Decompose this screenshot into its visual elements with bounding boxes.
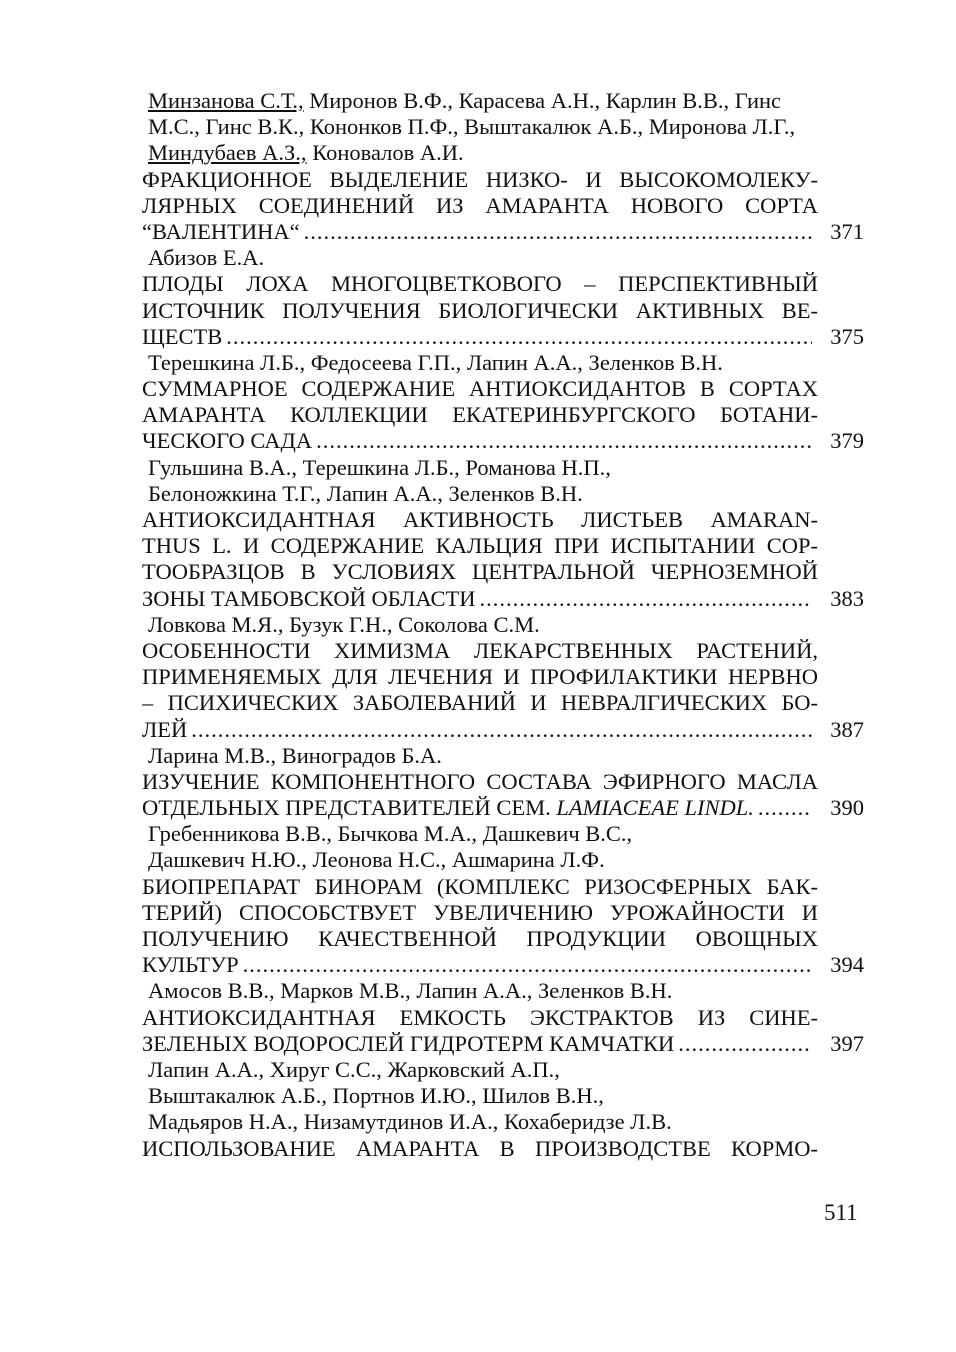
author-text: Выштакалюк А.Б., Портнов И.Ю., Шилов В.Н., xyxy=(148,1083,604,1109)
entry-authors xyxy=(142,1109,882,1135)
author-text: Терешкина Л.Б., Федосеева Г.П., Лапин А.А., Зеленков В.Н. xyxy=(148,349,723,375)
entry-title-line: СУММАРНОЕ СОДЕРЖАНИЕ АНТИОКСИДАНТОВ В СОРТАХ xyxy=(142,376,818,402)
entry-authors xyxy=(142,978,882,1004)
entry-title-last-line xyxy=(142,795,882,821)
entry-title-line: АНТИОКСИДАНТНАЯ АКТИВНОСТЬ ЛИСТЬЕВ AMARAN- xyxy=(142,507,818,532)
entry-title-end: “ВАЛЕНТИНА“ xyxy=(142,218,300,244)
entry-title-line: ОСОБЕННОСТИ ХИМИЗМА ЛЕКАРСТВЕННЫХ РАСТЕНИЙ, xyxy=(142,637,818,663)
entry-title-line: ТЕРИЙ) СПОСОБСТВУЕТ УВЕЛИЧЕНИЮ УРОЖАЙНОСТИ И xyxy=(142,899,818,925)
title-and-leader xyxy=(142,428,818,454)
author-text: Миндубаев А.З., xyxy=(148,140,307,166)
author-text: Минзанова С.Т., xyxy=(148,88,304,113)
author-text: Коновалов А.И. xyxy=(306,140,464,166)
author-text: Гребенникова В.В., Бычкова М.А., Дашкевич В.С., xyxy=(148,821,633,847)
author-text: М.С., Гинс В.К., Кононков П.Ф., Выштакалюк А.Б., Миронова Л.Г., xyxy=(148,114,796,140)
author-text: Миронов В.Ф., Карасева А.Н., Карлин В.В., Гинс xyxy=(303,88,782,113)
entry-title-end: ОТДЕЛЬНЫХ ПРЕДСТАВИТЕЛЕЙ СЕМ. LAMIACEAE LINDL. xyxy=(142,795,754,821)
entry-title-line: ТООБРАЗЦОВ В УСЛОВИЯХ ЦЕНТРАЛЬНОЙ ЧЕРНОЗЕМНОЙ xyxy=(142,559,818,585)
entry-title-last-line xyxy=(142,219,882,245)
dot-leader xyxy=(758,795,812,821)
dot-leader xyxy=(316,428,812,454)
entry-title-line: ИЗУЧЕНИЕ КОМПОНЕНТНОГО СОСТАВА ЭФИРНОГО МАСЛА xyxy=(142,768,818,794)
entry-authors xyxy=(142,821,882,847)
dot-leader xyxy=(480,586,813,612)
entry-page-number: 375 xyxy=(830,323,864,349)
entry-title-end: ЗОНЫ ТАМБОВСКОЙ ОБЛАСТИ xyxy=(142,585,476,611)
entry-title-line: БИОПРЕПАРАТ БИНОРАМ (КОМПЛЕКС РИЗОСФЕРНЫХ БАК- xyxy=(142,873,818,899)
dot-leader xyxy=(191,717,812,743)
author-text: Белоножкина Т.Г., Лапин А.А., Зеленков В.Н. xyxy=(148,480,583,506)
entry-title-last-line xyxy=(142,1031,882,1057)
entry-authors xyxy=(142,350,882,376)
author-text: Гульшина В.А., Терешкина Л.Б., Романова Н.П., xyxy=(148,454,611,480)
entry-title-line: ПОЛУЧЕНИЮ КАЧЕСТВЕННОЙ ПРОДУКЦИИ ОВОЩНЫХ xyxy=(142,926,818,951)
entry-title-last-line xyxy=(142,717,882,743)
entry-authors xyxy=(142,1083,882,1109)
entry-page-number: 383 xyxy=(830,585,864,611)
title-and-leader xyxy=(142,952,818,978)
entry-authors xyxy=(142,245,882,271)
author-text: Амосов В.В., Марков М.В., Лапин А.А., Зеленков В.Н. xyxy=(148,978,673,1004)
toc-entry xyxy=(142,350,882,455)
entry-title-end: ЛЕЙ xyxy=(142,716,188,742)
toc-entry xyxy=(142,455,882,612)
entry-title-end: ЧЕСКОГО САДА xyxy=(142,428,313,454)
toc-entry xyxy=(142,612,882,743)
title-and-leader xyxy=(142,795,818,821)
dot-leader xyxy=(678,1031,812,1057)
entry-page-number: 397 xyxy=(830,1030,864,1056)
title-and-leader xyxy=(142,1031,818,1057)
author-text: Мадьяров Н.А., Низамутдинов И.А., Кохаберидзе Л.В. xyxy=(148,1109,672,1135)
entry-title-line: АМАРАНТА КОЛЛЕКЦИИ ЕКАТЕРИНБУРГСКОГО БОТАНИ- xyxy=(142,402,818,428)
title-and-leader xyxy=(142,717,818,743)
toc-entry xyxy=(142,88,882,245)
title-and-leader xyxy=(142,324,818,350)
page-number: 511 xyxy=(824,1200,858,1225)
toc-entry xyxy=(142,743,882,822)
entry-title-end: ЗЕЛЕНЫХ ВОДОРОСЛЕЙ ГИДРОТЕРМ КАМЧАТКИ xyxy=(142,1030,675,1056)
entry-authors xyxy=(142,847,882,873)
author-text: Дашкевич Н.Ю., Леонова Н.С., Ашмарина Л.Ф. xyxy=(148,847,605,873)
entry-title-line: ЛЯРНЫХ СОЕДИНЕНИЙ ИЗ АМАРАНТА НОВОГО СОРТА xyxy=(142,192,818,218)
dot-leader xyxy=(243,952,812,978)
title-and-leader xyxy=(142,586,818,612)
entry-authors xyxy=(142,1057,882,1083)
toc-entry xyxy=(142,1057,882,1162)
entry-title-line: THUS L. И СОДЕРЖАНИЕ КАЛЬЦИЯ ПРИ ИСПЫТАНИИ СОР- xyxy=(142,533,818,559)
toc-entry xyxy=(142,978,882,1057)
entry-title-line: ФРАКЦИОННОЕ ВЫДЕЛЕНИЕ НИЗКО- И ВЫСОКОМОЛЕКУ- xyxy=(142,166,818,192)
author-text: Ларина М.В., Виноградов Б.А. xyxy=(148,742,442,768)
title-and-leader xyxy=(142,219,818,245)
entry-authors xyxy=(142,140,882,166)
entry-title-line: – ПСИХИЧЕСКИХ ЗАБОЛЕВАНИЙ И НЕВРАЛГИЧЕСКИХ БО- xyxy=(142,690,818,716)
toc-entry xyxy=(142,245,882,350)
entry-title-end: ЩЕСТВ xyxy=(142,323,223,349)
entry-page-number: 379 xyxy=(830,428,864,454)
entry-authors xyxy=(142,481,882,507)
entry-title-last-line xyxy=(142,586,882,612)
entry-title-line: ПРИМЕНЯЕМЫХ ДЛЯ ЛЕЧЕНИЯ И ПРОФИЛАКТИКИ НЕРВНО xyxy=(142,664,818,690)
entry-page-number: 387 xyxy=(830,716,864,742)
table-of-contents xyxy=(142,88,882,1162)
entry-title-line: АНТИОКСИДАНТНАЯ ЕМКОСТЬ ЭКСТРАКТОВ ИЗ СИНЕ- xyxy=(142,1004,818,1030)
entry-title-last-line xyxy=(142,952,882,978)
author-text: Лапин А.А., Хируг С.С., Жарковский А.П., xyxy=(148,1056,560,1082)
dot-leader xyxy=(304,219,812,245)
entry-title-end: КУЛЬТУР xyxy=(142,952,239,978)
entry-page-number: 371 xyxy=(830,218,864,244)
entry-title-line: ИСПОЛЬЗОВАНИЕ АМАРАНТА В ПРОИЗВОДСТВЕ КОРМО- xyxy=(142,1135,818,1161)
entry-authors xyxy=(142,743,882,769)
entry-authors xyxy=(142,88,882,114)
author-text: Ловкова М.Я., Бузук Г.Н., Соколова С.М. xyxy=(148,611,540,637)
toc-entry xyxy=(142,821,882,978)
entry-title-last-line xyxy=(142,428,882,454)
entry-authors xyxy=(142,455,882,481)
entry-title-italic: LAMIACEAE LINDL. xyxy=(556,795,754,821)
entry-authors xyxy=(142,612,882,638)
entry-title-last-line xyxy=(142,324,882,350)
entry-title-line: ПЛОДЫ ЛОХА МНОГОЦВЕТКОВОГО – ПЕРСПЕКТИВНЫЙ xyxy=(142,271,818,297)
entry-page-number: 394 xyxy=(830,952,864,978)
entry-authors xyxy=(142,114,882,140)
entry-page-number: 390 xyxy=(830,795,864,821)
dot-leader xyxy=(226,324,812,350)
author-text: Абизов Е.А. xyxy=(148,245,265,271)
entry-title-line: ИСТОЧНИК ПОЛУЧЕНИЯ БИОЛОГИЧЕСКИ АКТИВНЫХ ВЕ- xyxy=(142,297,818,323)
